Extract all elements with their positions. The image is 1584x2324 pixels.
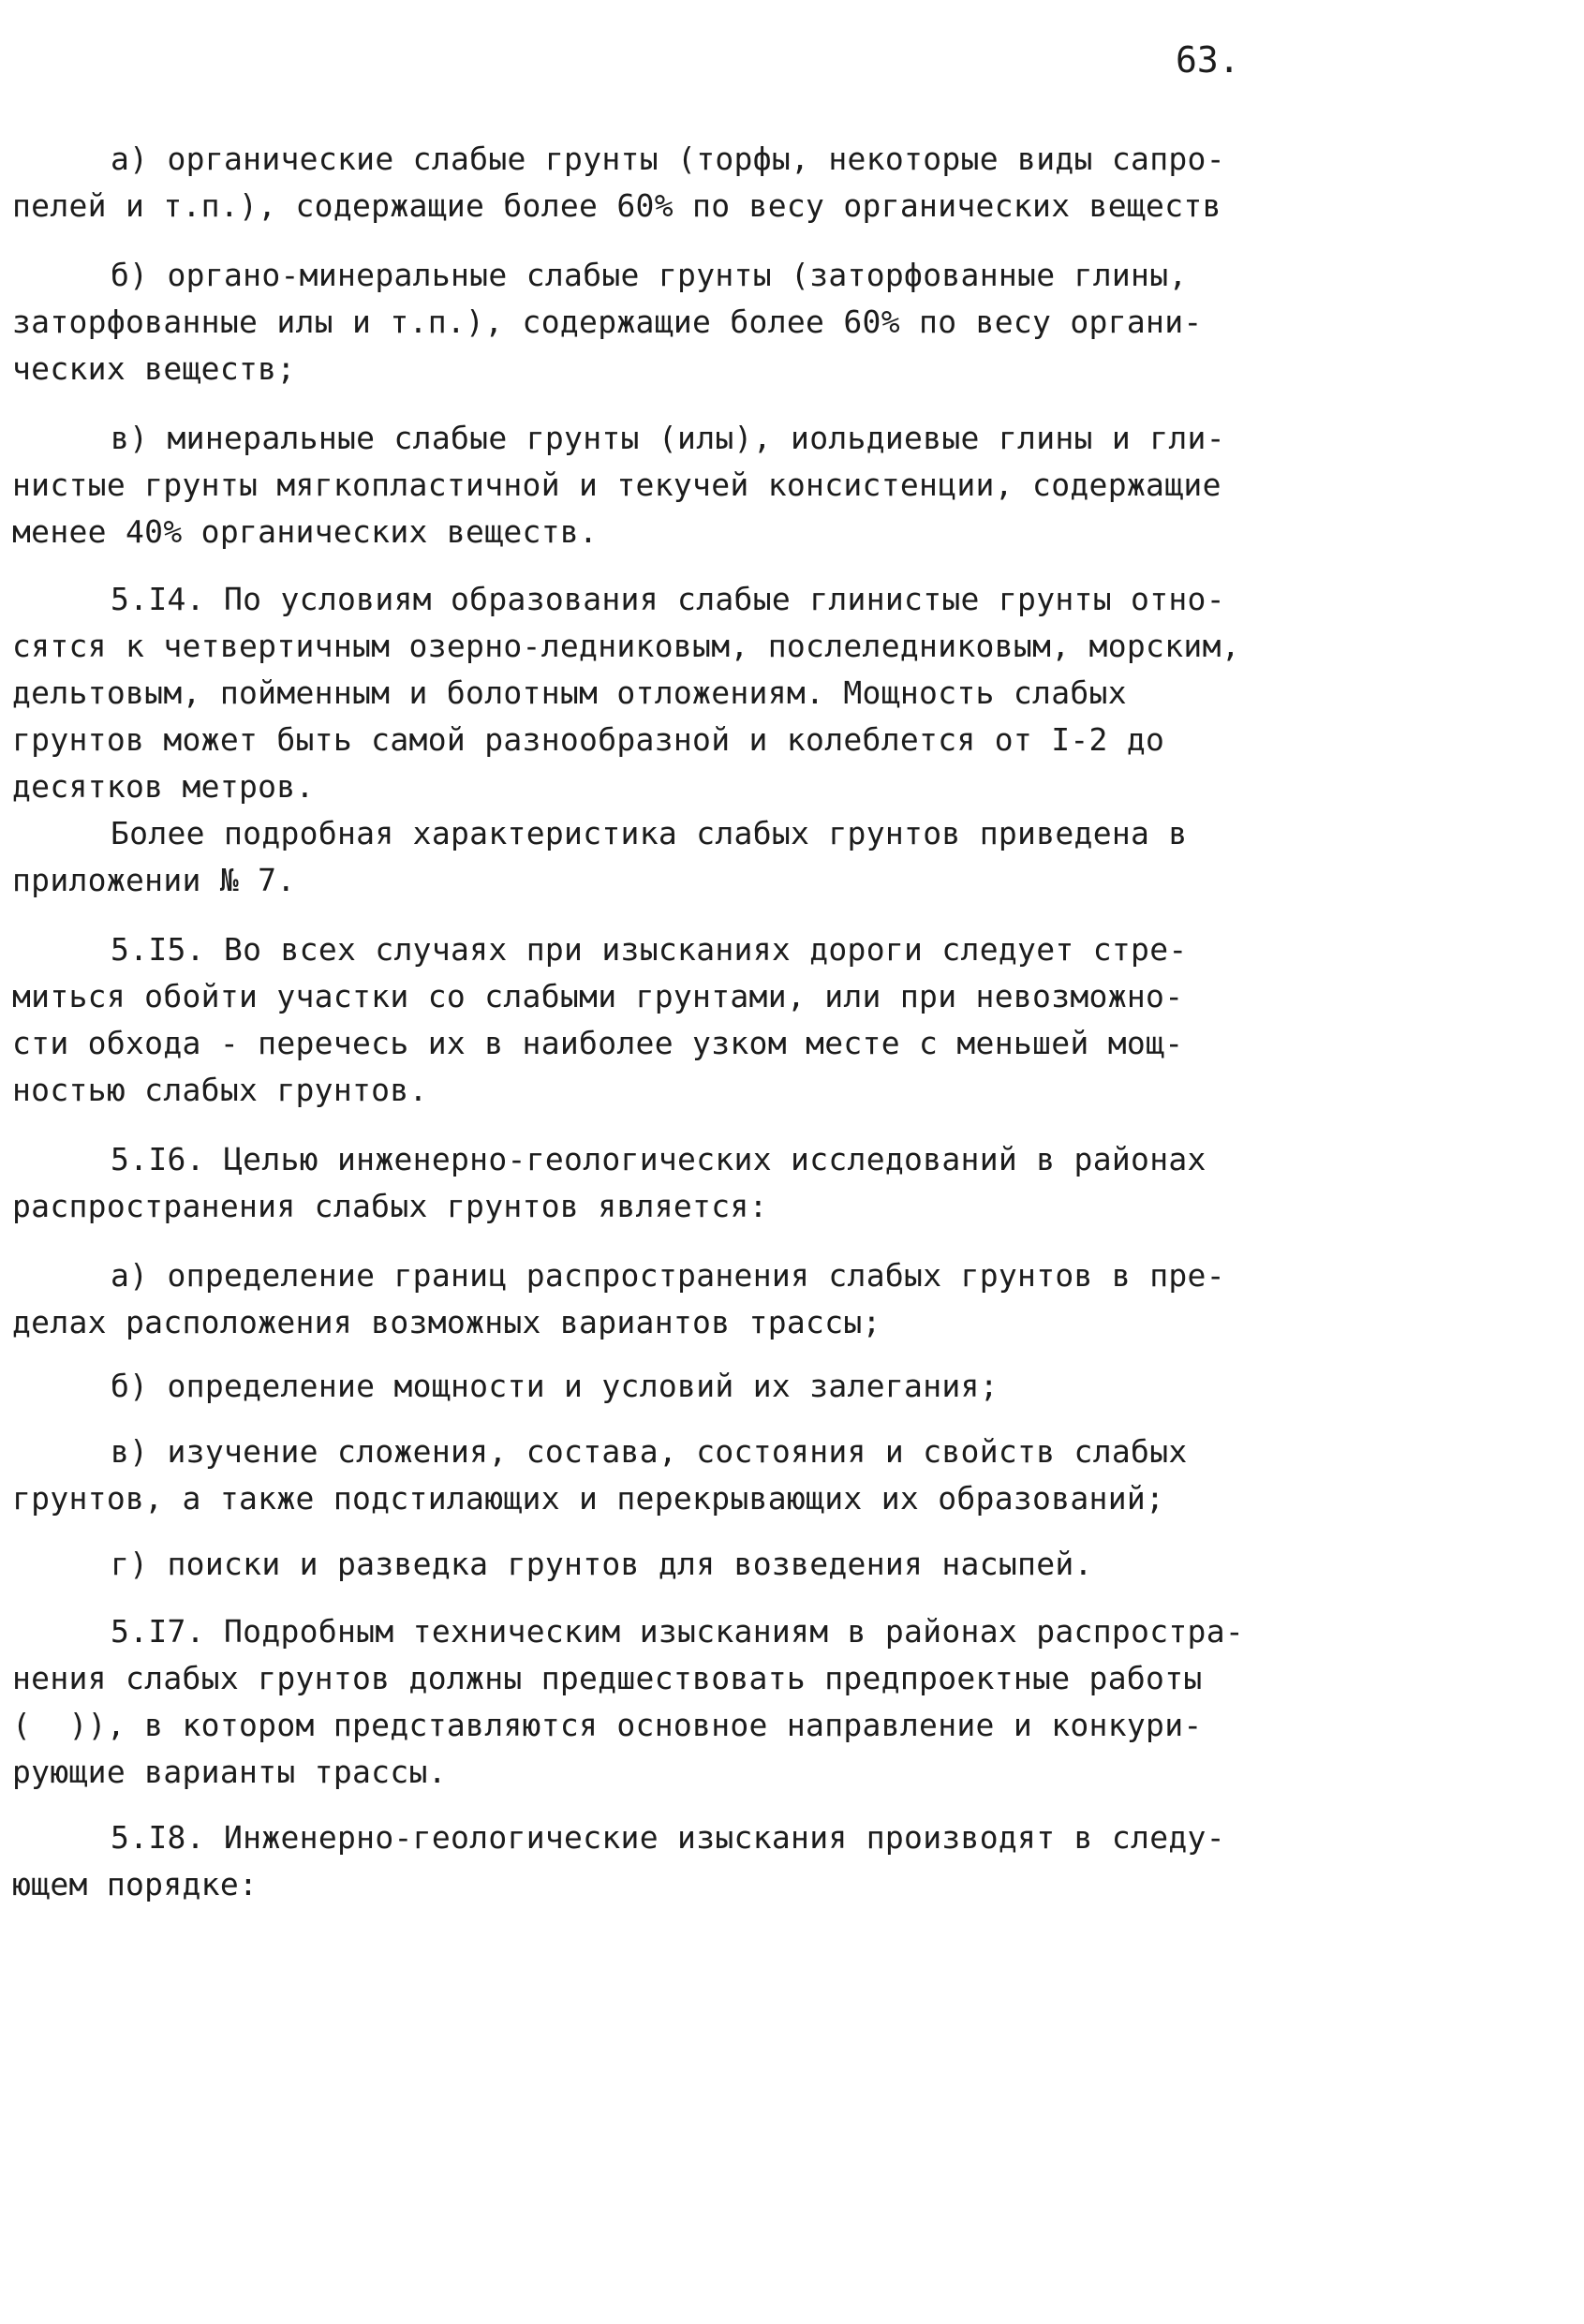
text-line: б) определение мощности и условий их залегания; <box>111 1368 999 1404</box>
text-line: а) органические слабые грунты (торфы, некоторые виды сапро- <box>111 141 1225 177</box>
text-line: 5.I7. Подробным техническим изысканиям в районах распростра- <box>111 1613 1245 1650</box>
text-line: приложении № 7. <box>12 862 296 898</box>
text-line: сти обхода - перечесь их в наиболее узком месте с меньшей мощ- <box>12 1025 1184 1061</box>
page-number: 63. <box>1176 39 1240 81</box>
text-line: нения слабых грунтов должны предшествовать предпроектные работы <box>12 1660 1203 1696</box>
text-line: грунтов может быть самой разнообразной и колеблется от I-2 до <box>12 721 1165 758</box>
text-line: ческих веществ; <box>12 350 296 387</box>
text-line: грунтов, а также подстилающих и перекрывающих их образований; <box>12 1480 1165 1517</box>
text-line: распространения слабых грунтов является: <box>12 1188 768 1224</box>
text-line: ( )), в котором представляются основное направление и конкури- <box>12 1707 1203 1743</box>
text-line: г) поиски и разведка грунтов для возведения насыпей. <box>111 1546 1093 1582</box>
text-line: 5.I6. Целью инженерно-геологических исследований в районах <box>111 1141 1207 1177</box>
text-line: в) минеральные слабые грунты (илы), иольдиевые глины и гли- <box>111 420 1225 456</box>
text-line: миться обойти участки со слабыми грунтами, или при невозможно- <box>12 978 1184 1014</box>
text-line: 5.I8. Инженерно-геологические изыскания производят в следу- <box>111 1819 1225 1856</box>
text-line: пелей и т.п.), содержащие более 60% по весу органических веществ <box>12 187 1221 224</box>
text-line: б) органо-минеральные слабые грунты (заторфованные глины, <box>111 257 1188 293</box>
text-line: 5.I5. Во всех случаях при изысканиях дороги следует стре- <box>111 931 1188 968</box>
text-line: делах расположения возможных вариантов трассы; <box>12 1304 881 1340</box>
text-line: заторфованные илы и т.п.), содержащие более 60% по весу органи- <box>12 303 1203 340</box>
text-line: сятся к четвертичным озерно-ледниковым, послеледниковым, морским, <box>12 628 1240 664</box>
text-line: ностью слабых грунтов. <box>12 1072 428 1108</box>
text-line: Более подробная характеристика слабых грунтов приведена в <box>111 815 1188 851</box>
text-line: ющем порядке: <box>12 1866 259 1902</box>
text-line: десятков метров. <box>12 768 315 805</box>
text-line: в) изучение сложения, состава, состояния и свойств слабых <box>111 1433 1188 1470</box>
text-line: нистые грунты мягкопластичной и текучей консистенции, содержащие <box>12 466 1221 503</box>
text-line: а) определение границ распространения слабых грунтов в пре- <box>111 1257 1225 1294</box>
text-line: 5.I4. По условиям образования слабые глинистые грунты отно- <box>111 581 1225 617</box>
text-line: рующие варианты трассы. <box>12 1754 447 1790</box>
text-line: менее 40% органических веществ. <box>12 513 599 550</box>
text-line: дельтовым, пойменным и болотным отложениям. Мощность слабых <box>12 674 1127 711</box>
